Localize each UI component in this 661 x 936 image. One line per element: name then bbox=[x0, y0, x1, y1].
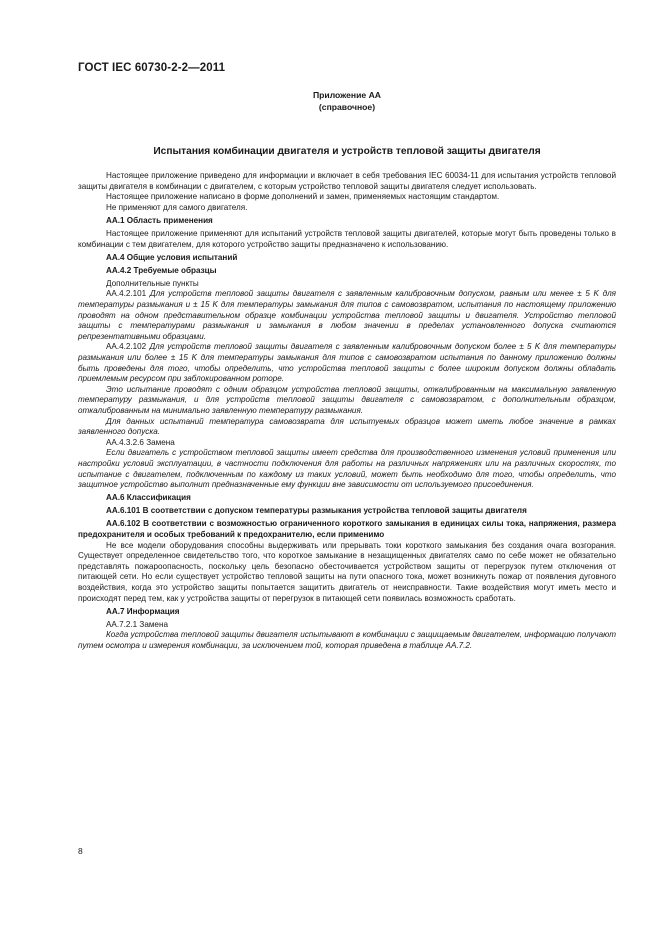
section-heading-aa6: АА.6 Классификация bbox=[106, 493, 191, 503]
item-aa6-101: АА.6.101 В соответствии с допуском температуры размыкания устройства тепловой защиты двигателя bbox=[106, 506, 527, 516]
section-heading-aa7: АА.7 Информация bbox=[106, 606, 180, 616]
section-heading-aa1: АА.1 Область применения bbox=[106, 215, 213, 225]
annex-heading bbox=[78, 89, 616, 113]
intro-paragraph: Не применяют для самого двигателя. bbox=[106, 202, 248, 212]
annex-note: (справочное) bbox=[318, 102, 376, 112]
item-aa6-102: АА.6.102 В соответствии с возможностью ограниченного короткого замыкания в единицах силы тока, напряжения, размера предохранителя и особых требований к предохранителю, если применимо bbox=[78, 519, 616, 539]
item-aa4-2-101 bbox=[78, 289, 616, 342]
item-aa4-2-102 bbox=[78, 342, 616, 384]
item-aa7-2-1-label: АА.7.2.1 Замена bbox=[106, 619, 168, 629]
section-heading-aa4: АА.4 Общие условия испытаний bbox=[106, 252, 238, 262]
document-page bbox=[78, 62, 616, 652]
additional-items-label: Дополнительные пункты bbox=[106, 278, 199, 288]
document-title: Испытания комбинации двигателя и устройств тепловой защиты двигателя bbox=[153, 146, 541, 157]
aa1-text: Настоящее приложение применяют для испытаний устройств тепловой защиты двигателей, которые могут быть проведены только в комбинации с тем двигателем, для которого устройство защиты предназначено к использованию. bbox=[78, 228, 616, 249]
intro-paragraph: Настоящее приложение приведено для информации и включает в себя требования IEC 60034-11 для испытания устройств тепловой защиты двигателя в комбинации с двигателем, с которым устройство тепловой защиты двигателя следует использовать. bbox=[78, 171, 616, 191]
item-number: АА.4.2.102 bbox=[106, 342, 147, 352]
item-aa6-102-text: Не все модели оборудования способны выдерживать или прерывать токи короткого замыкания без создания очага возгорания. Существует определенное свидетельство того, что короткое замыкание в незащищенных двигателях само по себе может не обязательно представлять пожароопасность, поскольку цель безопасно обесточивается устройством защиты от перегрузок путем отключения от питающей сети. Но если существует устройство тепловой защиты на пути опасного тока, может возникнуть пожар от появления дуговного воздействия, когда это устройство защиты попытается защитить двигатель от неисправности. Такие воздействия могут иметь место и происходят перед тем, как у устройства защиты от перегрузок в питающей сети появилась возможность сработать. bbox=[78, 540, 616, 603]
item-text: Для устройств тепловой защиты двигателя с заявленным калибровочным допуском, равным или менее ± 5 K для температуры размыкания и ± 15 K для температуры замыкания для типов с самовозвратом, испытания по настоящему приложению проводят на одном представительном образце комбинации устройства тепловой защиты и двигателя. Устройство тепловой защиты с температурами размыкания и замыкания в любом значении в пределах установленного допуска считаются репрезентативными образцами. bbox=[78, 289, 616, 341]
item-aa7-2-1-text: Когда устройства тепловой защиты двигателя испытывают в комбинации с защищаемым двигателем, информацию получают путем осмотра и измерения комбинации, за исключением той, которая приведена в таблице АА.7.2. bbox=[78, 630, 616, 650]
intro-paragraph: Настоящее приложение написано в форме дополнений и замен, применяемых настоящим стандартом. bbox=[106, 192, 500, 202]
item-number: АА.4.2.101 bbox=[106, 289, 147, 299]
note-paragraph: Это испытание проводят с одним образцом устройства тепловой защиты, откалиброванным на максимальную заявленную температуру размыкания, и для устройств тепловой защиты двигателя с самовозвратом, с дополнительным образцом, откалиброванным на минимально заявленную температуру размыкания. bbox=[78, 384, 616, 415]
item-aa4-3-2-6-label: АА.4.3.2.6 Замена bbox=[106, 437, 175, 447]
note-paragraph: Для данных испытаний температура самовозврата для испытуемых образцов может иметь любое значение в рамках заявленного допуска. bbox=[78, 416, 616, 437]
page-number: 8 bbox=[78, 846, 83, 856]
annex-title: Приложение АА bbox=[312, 90, 381, 100]
item-text: Для устройств тепловой защиты двигателя с заявленным калибровочным допуском более ± 5 K для температуры размыкания или более ± 15 K для температуры замыкания для типов с самовозвратом испытания по данному приложению должны быть проведены для того, чтобы определить, что устройства тепловой защиты с более широким допуском должны обладать приемлемым ресурсом при заблокированном роторе. bbox=[78, 342, 616, 384]
subsection-heading-aa4-2: АА.4.2 Требуемые образцы bbox=[106, 265, 217, 275]
standard-header: ГОСТ IEC 60730-2-2—2011 bbox=[78, 62, 226, 74]
item-aa4-3-2-6-text: Если двигатель с устройством тепловой защиты имеет средства для производственного изменения условий применения или настройки условий эксплуатации, в частности подключения для работы на различных напряжениях или на различных скоростях, то испытание с двигателем, подключенным по каждому из таких условий, может быть необходимо для того, чтобы определить, что защитное устройство выполнит предназначенные ему функции вне зависимости от используемого присоединения. bbox=[78, 448, 616, 490]
